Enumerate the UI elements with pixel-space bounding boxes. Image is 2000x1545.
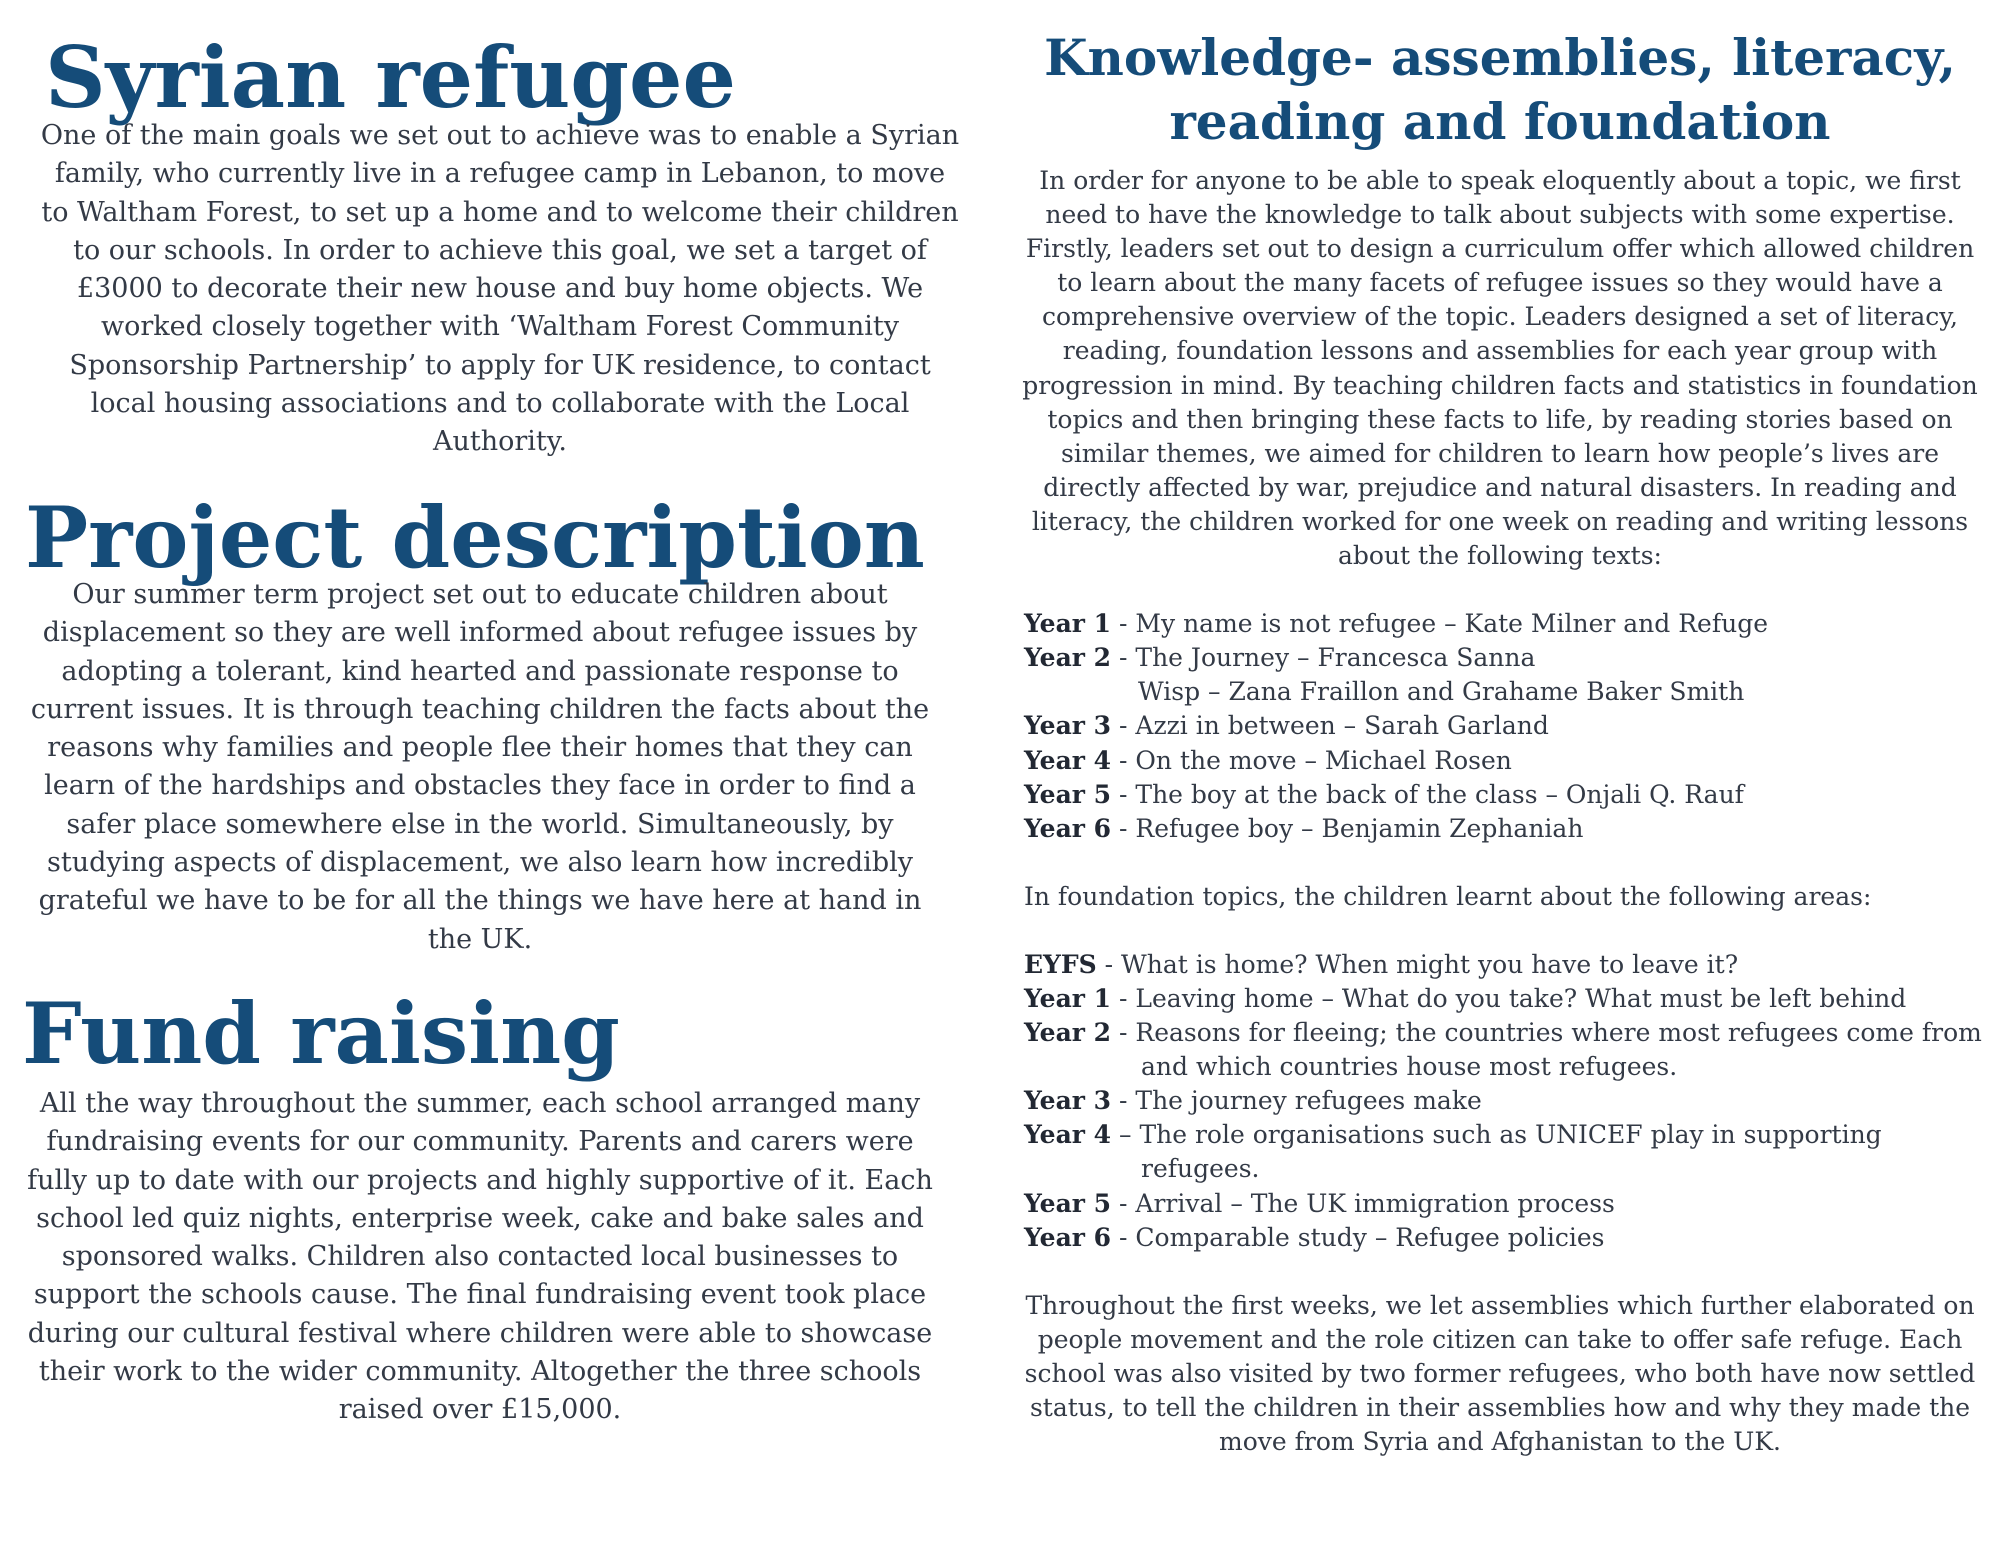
topics-list	[1024, 948, 1985, 1255]
texts-list	[1024, 607, 1985, 846]
syrian-refugee-body: One of the main goals we set out to achieve was to enable a Syrian family, who currently live in a refugee camp in Lebanon, to move to Waltham Forest, to set up a home and to welcome their children to our schools. In order to achieve this goal, we set a target of £3000 to decorate their new house and buy home objects. We worked closely together with ‘Waltham Forest Community Sponsorship Partnership’ to apply for UK residence, to contact local housing associations and to collaborate with the Local Authority.	[40, 120, 960, 458]
list-item: Wisp – Zana Fraillon and Grahame Baker Smith	[1138, 677, 1745, 707]
fund-raising-body: All the way throughout the summer, each school arranged many fundraising events for our community. Parents and carers were fully up to date with our projects and highly supportive of it. Each school led quiz nights, enterprise week, cake and bake sales and sponsored walks. Children also contacted local businesses to support the schools cause. The final fundraising event took place during our cultural festival where children were able to showcase their work to the wider community. Altogether the three schools raised over £15,000.	[27, 1088, 933, 1426]
list-item: EYFS - What is home? When might you have to leave it?	[1024, 949, 1739, 979]
syrian-refugee-heading: Syrian refugee	[45, 28, 736, 127]
list-item: Year 6 - Comparable study – Refugee policies	[1024, 1222, 1605, 1252]
list-item: Year 2 - Reasons for fleeing; the countries where most refugees come from	[1024, 1018, 1982, 1048]
list-item: Year 4 - On the move – Michael Rosen	[1024, 745, 1512, 775]
list-item: Year 1 - Leaving home – What do you take? What must be left behind	[1024, 983, 1907, 1013]
list-item: refugees.	[1141, 1154, 1260, 1184]
list-item: Year 4 – The role organisations such as UNICEF play in supporting	[1024, 1120, 1882, 1150]
list-item: Year 6 - Refugee boy – Benjamin Zephaniah	[1024, 813, 1584, 843]
list-item: and which countries house most refugees.	[1141, 1052, 1678, 1082]
project-description-body: Our summer term project set out to educate children about displacement so they are well informed about refugee issues by adopting a tolerant, kind hearted and passionate response to current issues. It is through teaching children the facts about the reasons why families and people flee their homes that they can learn of the hardships and obstacles they face in order to find a safer place somewhere else in the world. Simultaneously, by studying aspects of displacement, we also learn how incredibly grateful we have to be for all the things we have here at hand in the UK.	[30, 579, 930, 955]
list-item: Year 5 - Arrival – The UK immigration process	[1024, 1188, 1615, 1218]
knowledge-section	[1015, 26, 1985, 1459]
fund-raising-heading: Fund raising	[22, 984, 620, 1083]
foundation-intro: In foundation topics, the children learnt about the following areas:	[1024, 881, 1872, 911]
knowledge-heading: Knowledge- assemblies, literacy, reading and foundation	[1044, 28, 1956, 151]
list-item: Year 3 - Azzi in between – Sarah Garland	[1024, 711, 1549, 741]
list-item: Year 1 - My name is not refugee – Kate Milner and Refuge	[1024, 609, 1769, 639]
list-item: Year 5 - The boy at the back of the class – Onjali Q. Rauf	[1024, 779, 1744, 809]
list-item: Year 3 - The journey refugees make	[1024, 1086, 1482, 1116]
knowledge-intro: In order for anyone to be able to speak eloquently about a topic, we first need to have the knowledge to talk about subjects with some expertise. Firstly, leaders set out to design a curriculum offer which allowed children to learn about the many facets of refugee issues so they would have a comprehensive overview of the topic. Leaders designed a set of literacy, reading, foundation lessons and assemblies for each year group with progression in mind. By teaching children facts and statistics in foundation topics and then bringing these facts to life, by reading stories based on similar themes, we aimed for children to learn how people’s lives are directly affected by war, prejudice and natural disasters. In reading and literacy, the children worked for one week on reading and writing lessons about the following texts:	[1022, 166, 1978, 571]
list-item: Year 2 - The Journey – Francesca Sanna	[1024, 643, 1536, 673]
project-description-heading: Project description	[25, 488, 925, 587]
closing-paragraph: Throughout the first weeks, we let assemblies which further elaborated on people movement and the role citizen can take to offer safe refuge. Each school was also visited by two former refugees, who both have now settled status, to tell the children in their assemblies how and why they made the move from Syria and Afghanistan to the UK.	[1024, 1290, 1976, 1457]
